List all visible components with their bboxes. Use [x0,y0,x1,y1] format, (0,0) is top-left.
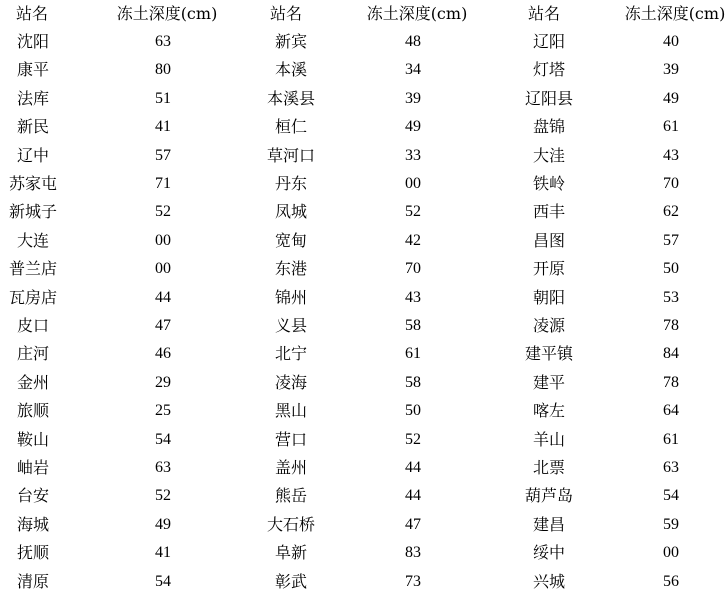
table-row [512,170,727,198]
frozen-depth-value: 00 [405,175,421,192]
station-name: 锦州 [274,287,307,307]
table-row [0,568,260,596]
frozen-depth-value: 54 [155,572,171,590]
frozen-depth-value: 44 [405,487,421,505]
frozen-depth-value: 48 [405,33,421,50]
station-name: 旅顺 [16,401,49,421]
station-name: 朝阳 [532,287,565,307]
station-name: 本溪 [274,60,307,80]
depth-header: 冻土深度(cm) [116,4,218,23]
station-name: 凌源 [532,316,565,335]
frozen-depth-value: 52 [155,203,171,221]
station-name: 北宁 [274,344,307,364]
depth-header: 冻土深度(cm) [624,4,726,23]
station-name: 羊山 [532,429,565,449]
table-row [0,227,260,255]
station-name: 瓦房店 [8,287,57,307]
frozen-depth-value: 34 [405,61,421,79]
station-name: 台安 [16,486,49,506]
table-row [254,284,514,312]
frozen-depth-value: 63 [155,33,171,50]
table-row [0,511,260,539]
table-row [512,255,727,283]
frozen-depth-value: 47 [405,515,421,533]
frozen-depth-value: 49 [663,89,679,107]
frozen-depth-value: 54 [155,430,171,448]
header-row [512,0,727,28]
table-row [512,113,727,141]
frozen-depth-value: 58 [405,317,421,334]
table-row [254,56,514,84]
table-row [254,28,514,56]
table-row [0,340,260,368]
table-row [254,227,514,255]
table-row [0,454,260,482]
station-name: 建平 [532,372,565,392]
frozen-depth-value: 59 [663,515,679,533]
frozen-depth-value: 70 [663,175,679,192]
frozen-depth-value: 61 [405,345,421,363]
station-name: 西丰 [532,202,565,222]
frozen-depth-value: 53 [663,288,679,306]
station-name: 建平镇 [524,344,573,364]
depth-header: 冻土深度(cm) [366,4,468,23]
frozen-depth-value: 49 [405,118,421,136]
station-name: 营口 [274,429,307,449]
table-row [512,198,727,226]
station-name: 昌图 [532,230,565,250]
station-name: 兴城 [532,571,565,591]
frozen-depth-value: 43 [405,288,421,306]
frozen-depth-value: 58 [405,373,421,391]
table-row [0,397,260,425]
station-name: 盖州 [274,458,307,477]
table-row [512,142,727,170]
frozen-depth-value: 54 [663,487,679,505]
table-row [512,284,727,312]
table-row [0,28,260,56]
frozen-depth-value: 73 [405,572,421,590]
table-row [0,284,260,312]
station-name: 皮口 [16,316,49,335]
station-name: 喀左 [532,401,565,421]
frozen-depth-value: 52 [405,430,421,448]
frozen-depth-value: 40 [663,33,679,50]
station-header: 站名 [527,4,560,23]
frozen-depth-value: 64 [663,402,679,420]
frozen-depth-value: 51 [155,89,171,107]
frozen-depth-value: 56 [663,572,679,590]
station-name: 彰武 [274,571,307,591]
table-row [512,227,727,255]
frozen-depth-value: 57 [155,146,171,164]
table-row [0,255,260,283]
frozen-depth-value: 80 [155,61,171,79]
table-row [512,511,727,539]
station-name: 宽甸 [274,230,307,250]
table-row [254,454,514,482]
station-name: 熊岳 [274,486,307,506]
station-name: 辽阳县 [524,88,573,108]
frozen-depth-value: 71 [155,175,171,192]
station-name: 新民 [16,117,49,137]
station-name: 凤城 [274,202,307,222]
table-row [512,85,727,113]
frozen-depth-value: 44 [405,459,421,476]
table-row [254,312,514,340]
station-name: 普兰店 [8,259,57,279]
frozen-depth-value: 61 [663,430,679,448]
table-row [254,511,514,539]
frozen-depth-value: 46 [155,345,171,363]
station-name: 黑山 [274,401,307,421]
table-row [0,85,260,113]
frozen-depth-value: 50 [663,260,679,278]
table-row [512,28,727,56]
table-row [512,56,727,84]
table-row [254,340,514,368]
table-row [254,255,514,283]
table-row [0,198,260,226]
table-row [0,56,260,84]
station-name: 大石桥 [266,514,315,534]
frozen-depth-value: 43 [663,146,679,164]
table-row [0,482,260,510]
table-row [0,312,260,340]
table-row [0,170,260,198]
station-name: 新宾 [274,32,307,51]
station-name: 抚顺 [16,543,49,563]
table-row [0,539,260,567]
table-row [512,312,727,340]
table-row [254,369,514,397]
table-row [512,397,727,425]
frozen-depth-value: 78 [663,373,679,391]
station-name: 辽中 [16,145,49,165]
station-name: 苏家屯 [8,174,57,193]
frozen-depth-value: 00 [155,231,171,249]
station-name: 葫芦岛 [524,486,573,506]
station-name: 灯塔 [532,60,565,80]
station-name: 新城子 [8,202,57,222]
frozen-depth-value: 00 [155,260,171,278]
table-row [254,142,514,170]
table-row [254,170,514,198]
frozen-depth-value: 49 [155,515,171,533]
station-name: 盘锦 [532,117,565,137]
table-row [254,113,514,141]
station-header: 站名 [269,4,302,23]
frozen-depth-value: 63 [663,459,679,476]
frozen-depth-value: 44 [155,288,171,306]
station-name: 建昌 [532,514,565,534]
frozen-depth-value: 57 [663,231,679,249]
frozen-depth-value: 70 [405,260,421,278]
frozen-depth-value: 52 [155,487,171,505]
station-name: 岫岩 [16,458,49,477]
table-row [0,113,260,141]
table-row [254,539,514,567]
frozen-depth-value: 42 [405,231,421,249]
frozen-depth-value: 00 [663,544,679,562]
station-name: 海城 [16,514,49,534]
frozen-depth-value: 84 [663,345,679,363]
frozen-depth-value: 50 [405,402,421,420]
header-row [0,0,260,28]
table-row [512,482,727,510]
station-header: 站名 [15,4,48,23]
station-name: 康平 [16,60,49,80]
station-name: 大连 [16,230,49,250]
table-row [254,482,514,510]
station-name: 庄河 [16,344,49,364]
table-row [512,340,727,368]
frozen-depth-value: 33 [405,146,421,164]
table-row [512,539,727,567]
frozen-depth-value: 41 [155,544,171,562]
station-name: 大洼 [532,145,565,165]
frozen-depth-value: 62 [663,203,679,221]
table-row [254,397,514,425]
frozen-depth-value: 25 [155,402,171,420]
table-row [254,85,514,113]
frozen-depth-value: 52 [405,203,421,221]
station-name: 义县 [274,316,307,335]
table-row [254,568,514,596]
table-row [254,198,514,226]
table-row [0,426,260,454]
station-name: 鞍山 [16,429,49,449]
frozen-depth-value: 29 [155,373,171,391]
frozen-depth-value: 78 [663,317,679,334]
station-name: 桓仁 [274,117,307,137]
station-name: 法库 [16,88,49,108]
station-name: 丹东 [274,174,307,193]
table-row [512,568,727,596]
station-name: 北票 [532,458,565,477]
frozen-depth-value: 47 [155,317,171,334]
station-name: 清原 [16,571,49,591]
station-name: 辽阳 [532,32,565,51]
station-name: 开原 [532,259,565,279]
frozen-depth-value: 39 [663,61,679,79]
header-row [254,0,514,28]
frozen-depth-value: 61 [663,118,679,136]
table-row [0,369,260,397]
table-row [254,426,514,454]
frozen-depth-value: 41 [155,118,171,136]
frozen-depth-value: 63 [155,459,171,476]
station-name: 铁岭 [532,174,565,193]
table-row [0,142,260,170]
station-name: 东港 [274,259,307,279]
station-name: 沈阳 [16,32,49,51]
station-name: 本溪县 [266,88,315,108]
table-row [512,454,727,482]
station-name: 绥中 [532,543,565,563]
station-name: 草河口 [266,145,315,165]
station-name: 阜新 [274,543,307,563]
station-name: 凌海 [274,372,307,392]
frozen-depth-value: 83 [405,544,421,562]
frozen-depth-value: 39 [405,89,421,107]
table-row [512,369,727,397]
table-row [512,426,727,454]
station-name: 金州 [16,372,49,392]
